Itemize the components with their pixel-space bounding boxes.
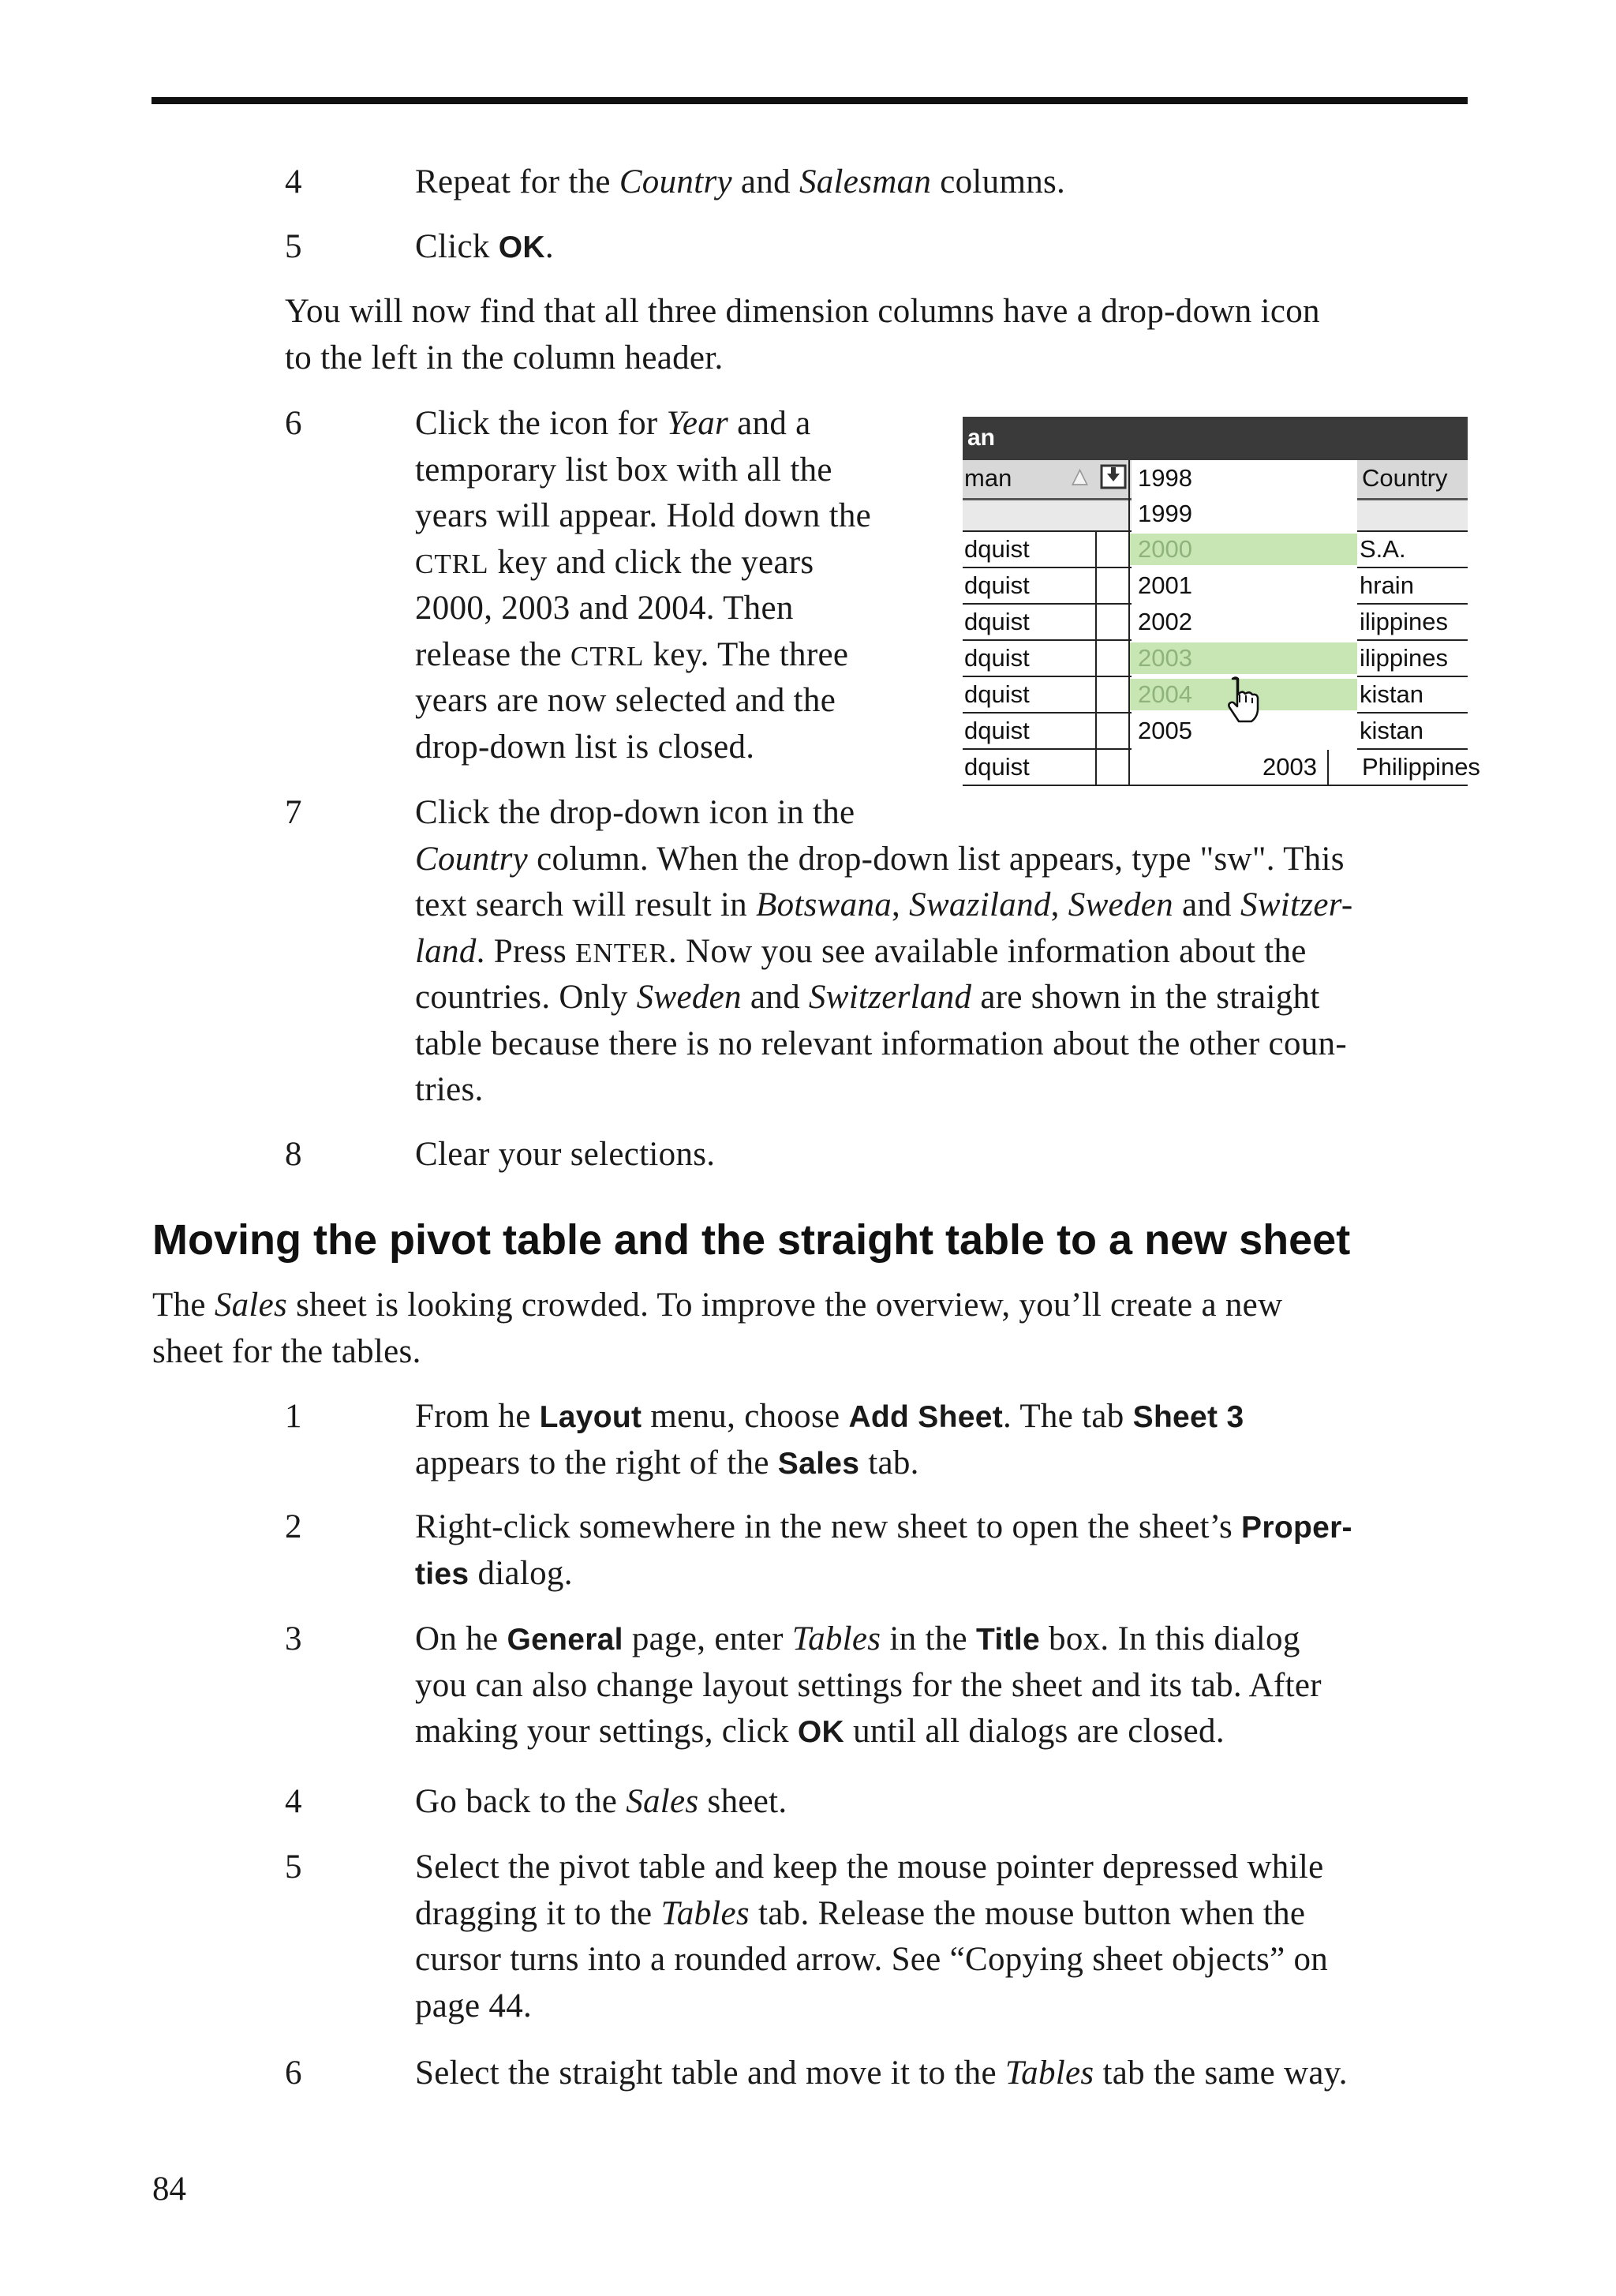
emphasis-text: Botswana: [756, 886, 892, 923]
step-text: Right-click somewhere in the new sheet to open the sheet’s Proper-: [415, 1508, 1352, 1545]
column-divider: [1327, 750, 1329, 786]
country-cell: kistan: [1360, 717, 1423, 744]
column-divider: [1095, 532, 1097, 786]
step-text: Go back to the Sales sheet.: [415, 1783, 787, 1820]
emphasis-text: Tables: [1004, 2054, 1094, 2092]
country-cell: kistan: [1360, 680, 1423, 708]
year-list-item[interactable]: 2002: [1138, 608, 1192, 635]
salesman-search-row: [963, 500, 1132, 532]
ui-term-text: Sales: [777, 1446, 860, 1481]
emphasis-text: Sales: [214, 1287, 288, 1324]
row-divider: [1357, 530, 1468, 532]
step-number: 5: [285, 1848, 302, 1886]
step-number: 3: [285, 1620, 302, 1657]
step-text: making your settings, click OK until all dialogs are closed.: [415, 1713, 1225, 1750]
row-divider: [963, 639, 1132, 641]
emphasis-text: Tables: [791, 1620, 881, 1657]
ui-term-text: OK: [797, 1715, 845, 1749]
row-divider: [1357, 712, 1468, 714]
ui-term-text: Add Sheet: [848, 1400, 1004, 1434]
key-name-text: ENTER: [575, 937, 668, 968]
step-number: 2: [285, 1508, 302, 1545]
emphasis-text: Country: [415, 840, 529, 878]
step-text: Repeat for the Country and Salesman columns.: [415, 163, 1066, 200]
salesman-cell: dquist: [964, 571, 1030, 599]
emphasis-text: Sweden: [1068, 886, 1173, 923]
salesman-cell: dquist: [964, 753, 1030, 781]
step-text: countries. Only Sweden and Switzerland are shown in the straight: [415, 979, 1320, 1016]
row-divider: [963, 567, 1132, 568]
ui-term-text: Layout: [539, 1400, 642, 1434]
listbox-screenshot: [963, 417, 1480, 788]
year-list-item[interactable]: 2004: [1138, 680, 1192, 708]
ui-term-text: ties: [415, 1556, 469, 1591]
salesman-cell: dquist: [964, 535, 1030, 563]
country-search-row: [1357, 500, 1468, 532]
step-text: cursor turns into a rounded arrow. See “Copying sheet objects” on: [415, 1941, 1329, 1978]
step-text: Click the icon for Year and a: [415, 405, 811, 442]
year-list-item[interactable]: 1998: [1138, 464, 1192, 492]
step-text: Select the straight table and move it to the Tables tab the same way.: [415, 2054, 1348, 2092]
year-list-item[interactable]: 2001: [1138, 571, 1192, 599]
row-divider: [963, 676, 1132, 677]
step-text: text search will result in Botswana, Swaziland, Sweden and Switzer-: [415, 886, 1353, 923]
step-text: dragging it to the Tables tab. Release the mouse button when the: [415, 1894, 1306, 1932]
table-title-fragment: an: [967, 425, 996, 451]
salesman-header-label: man: [964, 464, 1012, 492]
step-text: From he Layout menu, choose Add Sheet. The tab Sheet 3: [415, 1398, 1244, 1435]
country-cell: S.A.: [1360, 535, 1406, 563]
step-text: you can also change layout settings for the sheet and its tab. After: [415, 1666, 1322, 1704]
hand-pointer-icon: [1221, 676, 1259, 723]
ui-term-text: OK: [498, 230, 545, 264]
country-cell: hrain: [1360, 571, 1414, 599]
row-divider: [963, 748, 1132, 750]
salesman-cell: dquist: [964, 644, 1030, 672]
step-text: page 44.: [415, 1987, 533, 2024]
year-list-item[interactable]: 2005: [1138, 717, 1192, 744]
country-header-label: Country: [1362, 464, 1448, 492]
row-divider: [963, 785, 1132, 786]
section-heading: Moving the pivot table and the straight table to a new sheet: [152, 1216, 1351, 1264]
sort-arrow-icon[interactable]: [1070, 464, 1094, 489]
step-text: Select the pivot table and keep the mouse pointer depressed while: [415, 1848, 1324, 1886]
emphasis-text: Switzer-: [1240, 886, 1353, 923]
step-text: On he General page, enter Tables in the Title box. In this dialog: [415, 1620, 1300, 1657]
dropdown-icon[interactable]: [1100, 464, 1128, 489]
step-text: years will appear. Hold down the: [415, 497, 872, 534]
ui-term-text: Title: [976, 1623, 1040, 1657]
emphasis-text: Sweden: [636, 979, 742, 1016]
emphasis-text: Country: [619, 163, 732, 200]
paragraph-line: to the left in the column header.: [285, 339, 724, 376]
step-text: Click the drop-down icon in the: [415, 794, 855, 831]
salesman-cell: dquist: [964, 608, 1030, 635]
row-divider: [963, 603, 1132, 605]
salesman-cell: dquist: [964, 680, 1030, 708]
step-number: 6: [285, 2054, 302, 2092]
country-cell: Philippines: [1362, 753, 1480, 781]
year-list-item[interactable]: 1999: [1138, 500, 1192, 527]
paragraph-line: The Sales sheet is looking crowded. To improve the overview, you’ll create a new: [152, 1287, 1283, 1324]
step-text: 2000, 2003 and 2004. Then: [415, 590, 794, 627]
step-number: 4: [285, 1783, 302, 1820]
year-list-item[interactable]: 2003: [1138, 644, 1192, 672]
step-number: 4: [285, 163, 302, 200]
key-name-text: CTRL: [415, 548, 489, 579]
step-text: Click OK.: [415, 228, 554, 265]
step-text: temporary list box with all the: [415, 451, 832, 489]
row-divider: [1357, 639, 1468, 641]
emphasis-text: Tables: [660, 1894, 750, 1932]
step-text: land. Press ENTER. Now you see available information about the: [415, 932, 1307, 970]
row-divider: [1357, 785, 1468, 786]
step-text: Clear your selections.: [415, 1136, 716, 1173]
emphasis-text: Switzerland: [808, 979, 972, 1016]
step-text: table because there is no relevant information about the other coun-: [415, 1024, 1347, 1062]
country-cell: ilippines: [1360, 608, 1449, 635]
emphasis-text: Salesman: [799, 163, 932, 200]
paragraph-line: sheet for the tables.: [152, 1332, 421, 1370]
paragraph-line: You will now find that all three dimension columns have a drop-down icon: [285, 293, 1320, 330]
step-number: 5: [285, 228, 302, 265]
key-name-text: CTRL: [570, 640, 645, 672]
year-list-item[interactable]: 2000: [1138, 535, 1192, 563]
emphasis-text: Swaziland: [909, 886, 1051, 923]
emphasis-text: Year: [666, 405, 729, 442]
year-cell: 2003: [1262, 753, 1317, 781]
step-text: ties dialog.: [415, 1554, 573, 1592]
ui-term-text: General: [507, 1623, 623, 1657]
country-cell: ilippines: [1360, 644, 1449, 672]
emphasis-text: Sales: [626, 1783, 699, 1820]
row-divider: [1357, 603, 1468, 605]
top-rule: [152, 97, 1468, 104]
emphasis-text: land: [415, 932, 477, 970]
ui-term-text: Sheet 3: [1132, 1400, 1244, 1434]
row-divider: [963, 530, 1132, 532]
step-number: 6: [285, 405, 302, 442]
row-divider: [1357, 676, 1468, 677]
step-text: years are now selected and the: [415, 682, 836, 719]
salesman-cell: dquist: [964, 717, 1030, 744]
step-number: 7: [285, 794, 302, 831]
step-number: 8: [285, 1136, 302, 1173]
step-text: tries.: [415, 1071, 484, 1108]
table-title-bar: [963, 417, 1468, 460]
step-text: CTRL key and click the years: [415, 543, 814, 581]
step-text: drop-down list is closed.: [415, 728, 755, 766]
step-text: appears to the right of the Sales tab.: [415, 1444, 919, 1481]
step-text: Country column. When the drop-down list appears, type "sw". This: [415, 840, 1345, 878]
row-divider: [1357, 748, 1468, 750]
page-number: 84: [152, 2171, 186, 2208]
ui-term-text: Proper-: [1241, 1511, 1352, 1545]
row-divider: [1132, 785, 1357, 786]
row-divider: [963, 712, 1132, 714]
column-divider: [1128, 460, 1130, 786]
step-text: release the CTRL key. The three: [415, 635, 849, 673]
step-number: 1: [285, 1398, 302, 1435]
row-divider: [1357, 567, 1468, 568]
